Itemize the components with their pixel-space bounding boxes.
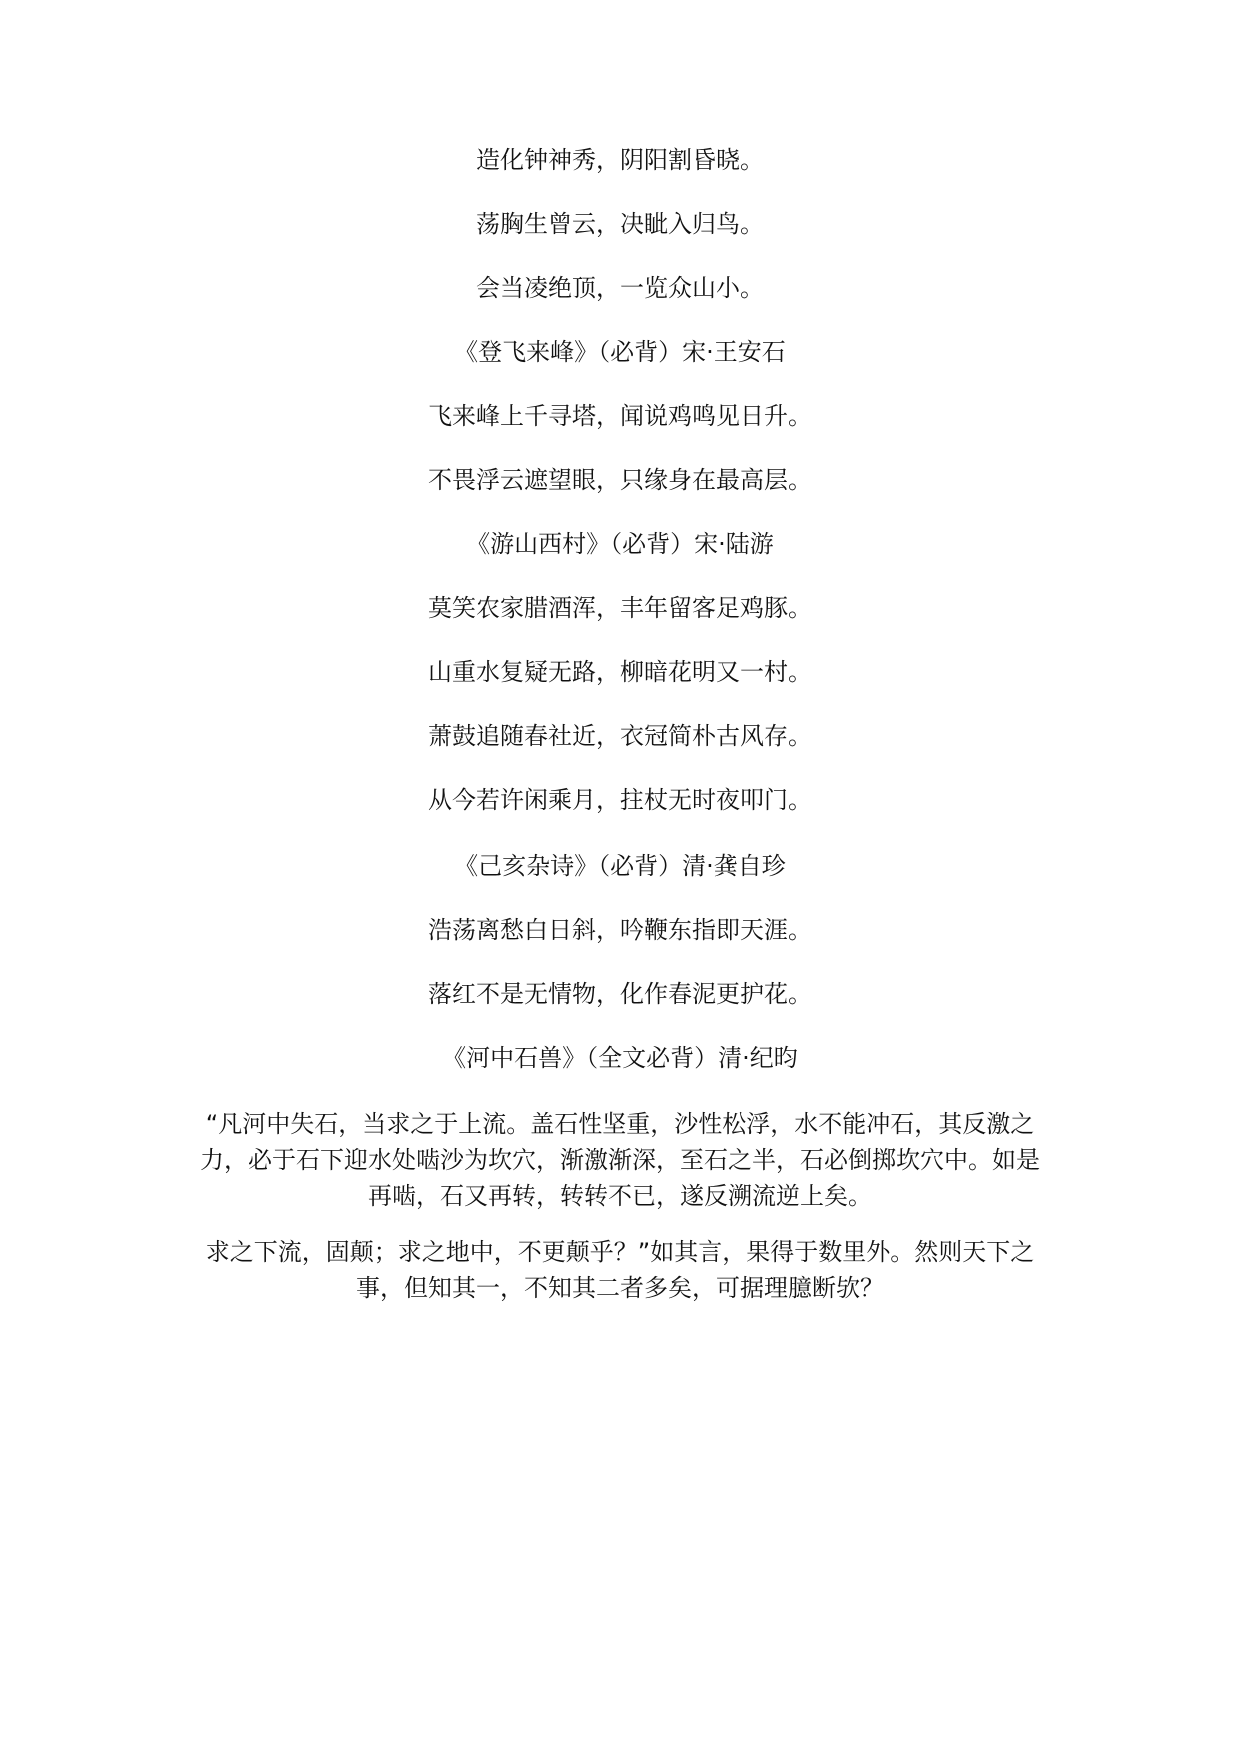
- essay-line: “凡河中失石，当求之于上流。盖石性坚重，沙性松浮，水不能冲石，其反激之: [205, 1110, 1035, 1138]
- poem-line: 不畏浮云遮望眼，只缘身在最高层。: [428, 466, 812, 494]
- essay-paragraph: [185, 1234, 1055, 1306]
- poem-line: 造化钟神秀，阴阳割昏晓。: [476, 146, 764, 174]
- poem-line: 莫笑农家腊酒浑，丰年留客足鸡豚。: [428, 594, 812, 622]
- poem-line: 从今若许闲乘月，拄杖无时夜叩门。: [428, 786, 812, 814]
- poem-line: 会当凌绝顶，一览众山小。: [476, 274, 764, 302]
- poem-title: 《游山西村》（必背）宋·陆游: [466, 530, 774, 558]
- poem-title: 《己亥杂诗》（必背）清·龚自珍: [454, 852, 786, 880]
- poem-line: 落红不是无情物，化作春泥更护花。: [428, 980, 812, 1008]
- essay-line: 再啮，石又再转，转转不已，遂反溯流逆上矣。: [368, 1182, 872, 1210]
- poem-line: 萧鼓追随春社近，衣冠简朴古风存。: [428, 722, 812, 750]
- essay-line: 力，必于石下迎水处啮沙为坎穴，渐激渐深，至石之半，石必倒掷坎穴中。如是: [200, 1146, 1040, 1174]
- poem-line: 荡胸生曾云，决眦入归鸟。: [476, 210, 764, 238]
- essay-title: 《河中石兽》（全文必背）清·纪昀: [442, 1044, 798, 1072]
- essay-paragraph: [185, 1106, 1055, 1214]
- poem-title: 《登飞来峰》（必背）宋·王安石: [454, 338, 786, 366]
- poem-line: 浩荡离愁白日斜，吟鞭东指即天涯。: [428, 916, 812, 944]
- poem-line: 山重水复疑无路，柳暗花明又一村。: [428, 658, 812, 686]
- essay-line: 求之下流，固颠；求之地中，不更颠乎？”如其言，果得于数里外。然则天下之: [205, 1238, 1035, 1266]
- poem-line: 飞来峰上千寻塔，闻说鸡鸣见日升。: [428, 402, 812, 430]
- essay-line: 事，但知其一，不知其二者多矣，可据理臆断欤？: [356, 1274, 884, 1302]
